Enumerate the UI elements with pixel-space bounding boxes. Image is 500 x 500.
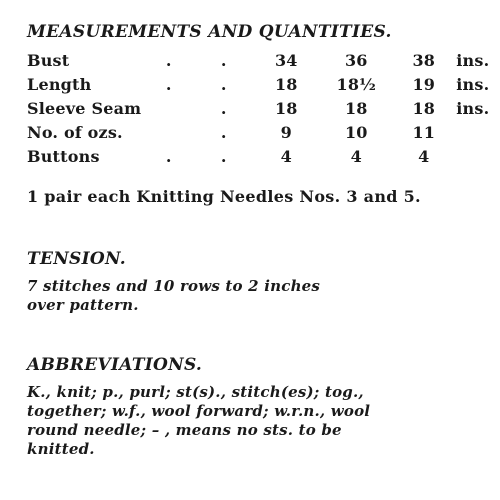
leader-dot: . [165,75,172,94]
size-3-value: 4 [418,147,430,166]
abbreviations-line: knitted. [27,440,95,458]
size-2-value: 18 [344,99,368,118]
size-2-value: 36 [344,51,368,70]
abbreviations-heading: ABBREVIATIONS. [27,355,203,375]
leader-dot [141,97,196,121]
table-row-length [27,73,496,97]
size-1-value: 18 [274,75,298,94]
abbreviations-text [27,383,370,459]
size-2-value: 18½ [336,75,377,94]
size-2-value: 10 [344,123,368,142]
table-row-ozs [27,121,496,145]
unit: ins. [456,51,490,70]
unit: ins. [456,75,490,94]
tension-heading: TENSION. [27,249,126,269]
row-label: Bust [27,51,70,70]
row-label: Length [27,75,92,94]
unit [456,121,496,145]
row-label: Buttons [27,147,100,166]
leader-dot: . [165,51,172,70]
leader-dot: . [220,51,227,70]
size-3-value: 19 [412,75,436,94]
tension-line: 7 stitches and 10 rows to 2 inches [27,277,321,295]
abbreviations-line: together; w.f., wool forward; w.r.n., wool [27,402,371,420]
size-1-value: 4 [280,147,292,166]
leader-dot: . [220,75,227,94]
row-label: Sleeve Seam [27,99,142,118]
size-1-value: 18 [274,99,298,118]
leader-dot: . [220,147,227,166]
unit [456,145,496,169]
size-2-value: 4 [350,147,362,166]
unit: ins. [456,99,490,118]
leader-dot [141,121,196,145]
table-row-buttons [27,145,496,169]
tension-line: over pattern. [27,296,139,314]
leader-dot: . [220,99,227,118]
tension-text [27,277,320,315]
size-1-value: 9 [280,123,292,142]
size-1-value: 34 [274,51,298,70]
table-row-bust [27,49,496,73]
size-3-value: 18 [412,99,436,118]
table-row-sleeve-seam [27,97,496,121]
size-3-value: 11 [412,123,436,142]
measurements-table [27,49,496,169]
size-3-value: 38 [412,51,436,70]
needles-note: 1 pair each Knitting Needles Nos. 3 and 5. [27,187,421,206]
abbreviations-line: K., knit; p., purl; st(s)., stitch(es); tog., [27,383,364,401]
leader-dot: . [220,123,227,142]
abbreviations-line: round needle; – , means no sts. to be [27,421,342,439]
measurements-heading: MEASUREMENTS AND QUANTITIES. [27,22,392,42]
row-label: No. of ozs. [27,123,123,142]
leader-dot: . [165,147,172,166]
